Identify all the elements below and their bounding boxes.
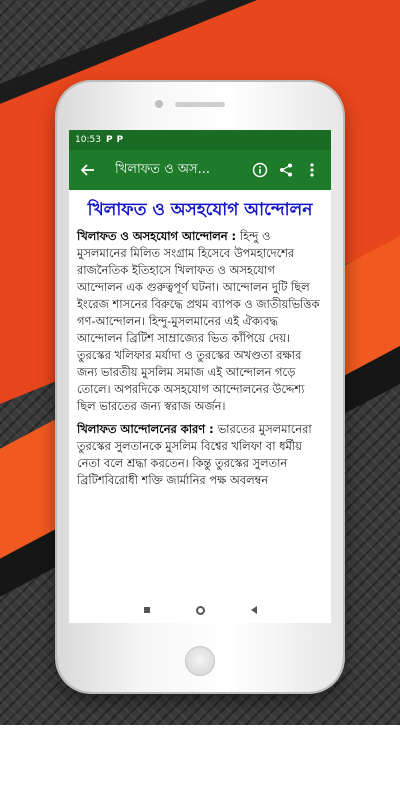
phone-mockup [57, 82, 343, 692]
bottom-margin [0, 725, 400, 800]
phone-screen [69, 130, 331, 623]
back-icon[interactable] [251, 606, 257, 614]
status-time: 10:53 [75, 135, 101, 145]
front-camera [155, 100, 163, 108]
info-icon[interactable] [247, 157, 273, 183]
paragraph-text: ভারতের মুসলমানেরা তুরস্কের সুলতানকে মুসলিম বিশ্বের খলিফা বা ধর্মীয় নেতা বলে শ্রদ্ধা করতেন। কিন্তু তুরস্কের সুলতান ব্রিটিশবিরোধী শক্তি জার্মানির পক্ষ অবলম্বন [77, 422, 312, 487]
arrow-back-icon[interactable] [75, 157, 101, 183]
physical-home-button [185, 646, 215, 676]
share-icon[interactable] [273, 157, 299, 183]
home-icon[interactable] [196, 606, 205, 615]
paragraph-title: খিলাফত ও অসহযোগ আন্দোলন : [77, 229, 241, 243]
article-paragraph [77, 228, 323, 415]
earpiece-speaker [175, 102, 225, 107]
status-bar [69, 130, 331, 150]
app-toolbar [69, 150, 331, 190]
more-vert-icon[interactable] [299, 157, 325, 183]
notification-icon: P [116, 135, 124, 145]
toolbar-title: খিলাফত ও অস... [115, 161, 211, 177]
system-nav-bar [69, 597, 331, 623]
article-paragraph [77, 421, 323, 489]
article-heading: খিলাফত ও অসহযোগ আন্দোলন [87, 200, 313, 220]
notification-icon: P [105, 135, 113, 145]
paragraph-text: হিন্দু ও মুসলমানের মিলিত সংগ্রাম হিসেবে উপমহাদেশের রাজনৈতিক ইতিহাসে খিলাফত ও অসহযোগ আন্দোলন এক গুরুত্বপূর্ণ ঘটনা। আন্দোলন দুটি ছিল ইংরেজ শাসনের বিরুদ্ধে প্রথম ব্যাপক ও জাতীয়ভিত্তিক গণ-আন্দোলন। হিন্দু-মুসলমানের এই ঐক্যবদ্ধ আন্দোলন ব্রিটিশ সাম্রাজ্যের ভিত কাঁপিয়ে দেয়। তুরস্কের খলিফার মর্যাদা ও তুরস্কের অখণ্ডতা রক্ষার জন্য ভারতীয় মুসলিম সমাজ এই আন্দোলন গড়ে তোলে। অপরদিকে অসহযোগ আন্দোলনের উদ্দেশ্য ছিল ভারতের জন্য স্বরাজ অর্জন। [77, 229, 320, 413]
recents-icon[interactable] [144, 607, 150, 613]
paragraph-title: খিলাফত আন্দোলনের কারণ : [77, 422, 218, 436]
article-content [69, 190, 331, 489]
